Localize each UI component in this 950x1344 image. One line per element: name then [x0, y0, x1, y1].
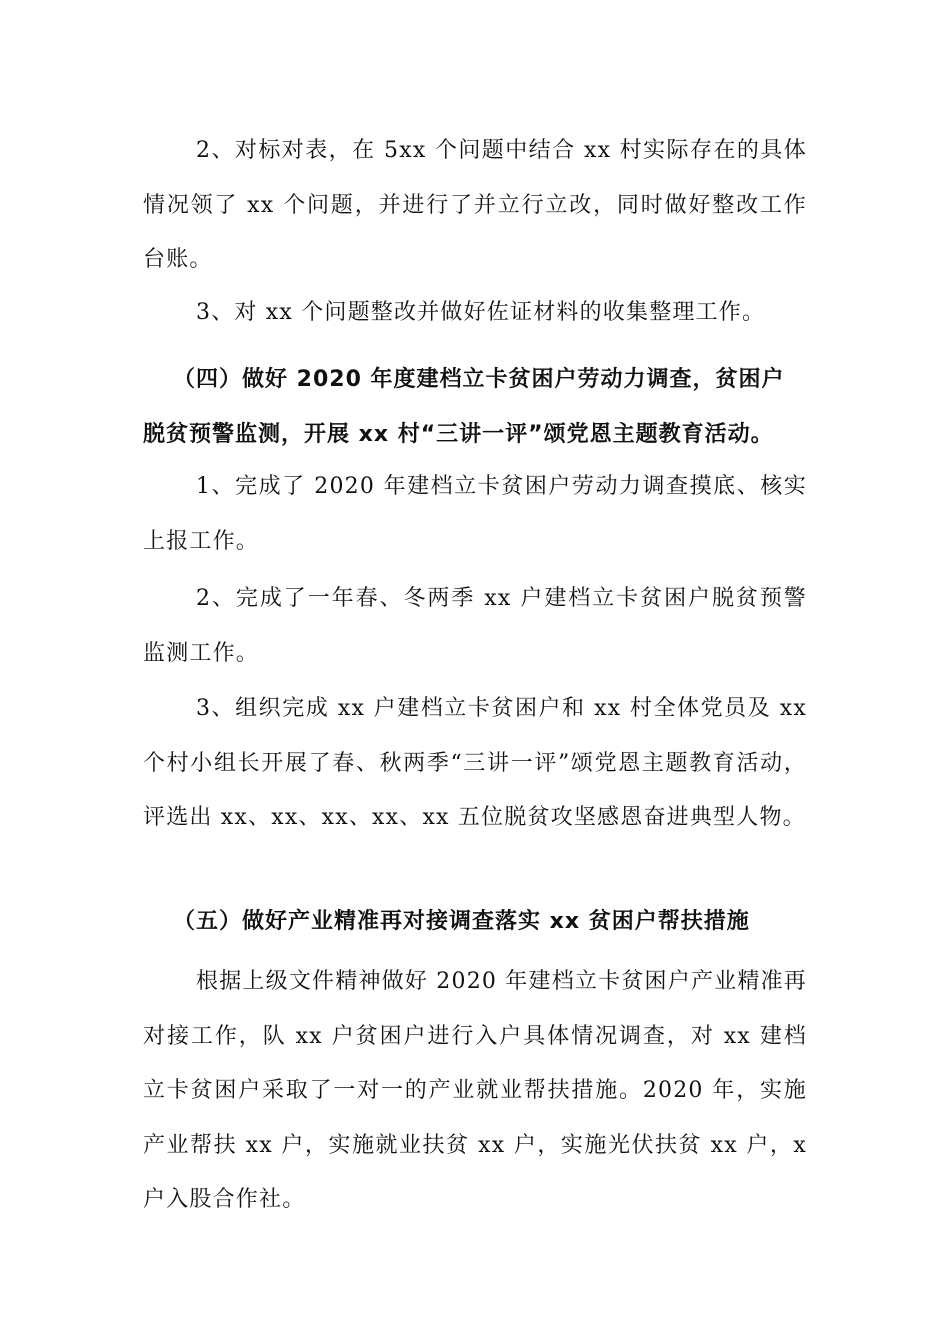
paragraph-item-1-survey: 1、完成了 2020 年建档立卡贫困户劳动力调查摸底、核实上报工作。	[143, 474, 807, 554]
paragraph-item-2-rectify: 2、对标对表，在 5xx 个问题中结合 xx 村实际存在的具体情况领了 xx 个问题，并进行了并立行立改，同时做好整改工作台账。	[143, 138, 807, 272]
section-heading-four: （四）做好 2020 年度建档立卡贫困户劳动力调查，贫困户脱贫预警监测，开展 xx 村“三讲一评”颂党恩主题教育活动。	[143, 367, 785, 447]
paragraph-item-3-evidence: 3、对 xx 个问题整改并做好佐证材料的收集整理工作。	[196, 300, 766, 325]
section-heading-five: （五）做好产业精准再对接调查落实 xx 贫困户帮扶措施	[173, 909, 750, 934]
paragraph-industry-support: 根据上级文件精神做好 2020 年建档立卡贫困户产业精准再对接工作，队 xx 户贫困户进行入户具体情况调查，对 xx 建档立卡贫困户采取了一对一的产业就业帮扶措施。2020 年，实施产业帮扶 xx 户，实施就业扶贫 xx 户，实施光伏扶贫 xx 户，x 户入股合作社。	[143, 969, 807, 1212]
paragraph-item-2-monitoring: 2、完成了一年春、冬两季 xx 户建档立卡贫困户脱贫预警监测工作。	[143, 586, 807, 666]
paragraph-item-3-education: 3、组织完成 xx 户建档立卡贫困户和 xx 村全体党员及 xx 个村小组长开展了春、秋两季“三讲一评”颂党恩主题教育活动，评选出 xx、xx、xx、xx、xx 五位脱贫攻坚感恩奋进典型人物。	[143, 696, 807, 830]
